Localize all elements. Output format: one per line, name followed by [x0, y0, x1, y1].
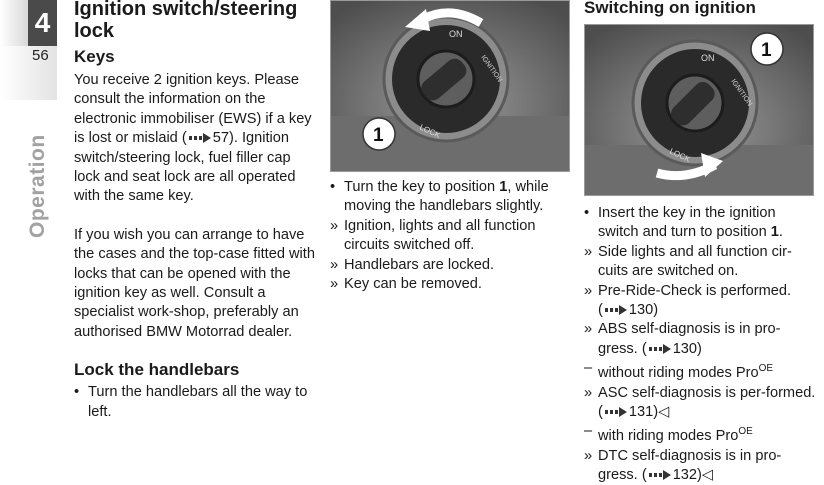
page-ref-arrow-icon: [649, 344, 671, 354]
svg-text:IGNITION: IGNITION: [729, 78, 753, 108]
end-mark-icon: ◁: [701, 467, 714, 483]
chapter-tab: [0, 0, 57, 100]
figure-callout-1: 1: [761, 40, 772, 61]
result-item: » Pre-Ride-Check is performed. ( 130): [584, 282, 792, 319]
column-3: [584, 0, 819, 483]
end-mark-icon: ◁: [658, 403, 670, 420]
ignition-on-heading: Switching on ignition: [584, 0, 756, 17]
turn-key-step: • Turn the key to position 1, while moving the handlebars slightly.: [330, 179, 549, 215]
page-ref-arrow-icon: [605, 305, 627, 315]
keys-paragraph: You receive 2 ignition keys. Please consult the information on the electronic immobiliser (EWS) if a key is lost or mislaid ( 57). Ignition switch/steering lock, fuel filler cap lock and seat lock are all operated with the same key.: [74, 72, 312, 205]
lock-label: LOCK: [418, 122, 442, 141]
result-item: » ABS self-diagnosis is in pro-gress. ( 130): [584, 321, 781, 357]
page-number: 56: [32, 47, 49, 64]
section-label: Operation: [26, 134, 49, 238]
result-item: » Key can be removed.: [330, 276, 482, 293]
page-title: Ignition switch/steering lock: [74, 0, 298, 42]
page-ref-arrow-icon: [605, 407, 627, 417]
keys-heading: Keys: [74, 47, 115, 66]
column-1: [74, 0, 319, 422]
variant-item: – without riding modes Pro$^{OE}$: [584, 360, 774, 382]
chapter-band: [0, 0, 28, 46]
variant-item: – with riding modes Pro$^{OE}$: [584, 423, 753, 445]
result-item: » Handlebars are locked.: [330, 256, 495, 273]
lock-heading: Lock the handlebars: [74, 360, 240, 380]
chapter-number: 4: [28, 0, 57, 46]
page-ref: ( 57).: [181, 130, 238, 147]
page-ref-arrow-icon: [189, 133, 211, 143]
result-item: » Side lights and all function cir-cuits are switched on.: [584, 243, 792, 280]
steering-lock-figure: [330, 0, 570, 172]
ignition-on-figure: [584, 24, 814, 196]
on-label: ON: [449, 29, 463, 39]
result-item: » DTC self-diagnosis is in pro-gress. ( 132)◁: [584, 447, 782, 483]
svg-text:ON: ON: [701, 53, 715, 63]
lock-step: • Turn the handlebars all the way to left.: [74, 384, 308, 420]
result-item: » Ignition, lights and all function circuits switched off.: [330, 217, 536, 254]
ignition-label: IGNITION: [479, 54, 503, 84]
insert-key-step: • Insert the key in the ignition switch and turn to position 1.: [584, 205, 783, 241]
svg-text:LOCK: LOCK: [668, 146, 692, 165]
result-item: » ASC self-diagnosis is per-formed. ( 131)◁: [584, 384, 816, 420]
cases-paragraph: If you wish you can arrange to have the cases and the top-case fitted with locks that can be opened with the ignition key as well. Consult a specialist work-shop, preferably an authorised BMW Motorrad dealer.: [74, 226, 315, 340]
figure-callout-1: 1: [373, 125, 384, 146]
